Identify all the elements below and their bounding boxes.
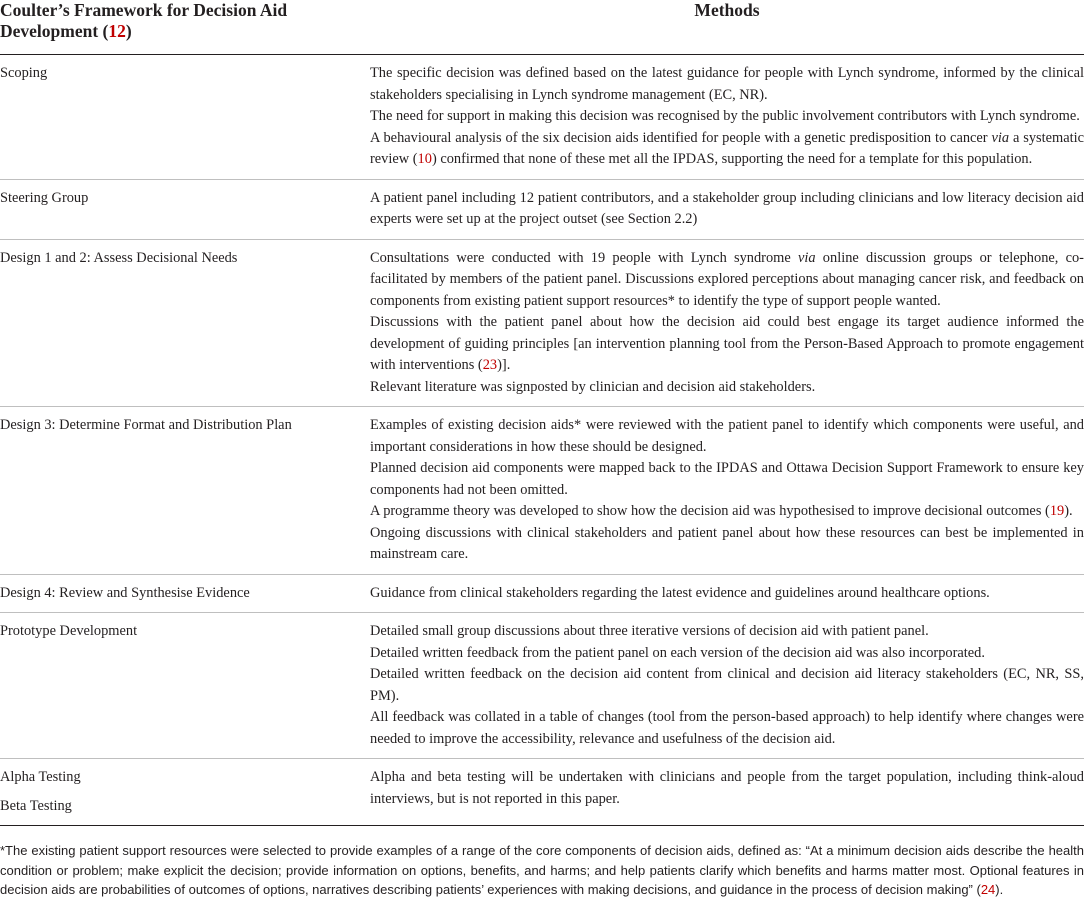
table-row	[0, 574, 1084, 613]
method-text: A programme theory was developed to show how the decision aid was hypothesised to improve decisional outcomes (	[370, 503, 1050, 519]
table-footnote	[0, 841, 1084, 900]
phase-cell	[0, 574, 370, 613]
footnote-close: ).	[995, 882, 1004, 897]
method-statement	[370, 377, 1084, 399]
header-framework-text: Coulter’s Framework for Decision Aid Development (	[0, 0, 288, 41]
method-text: Consultations were conducted with 19 people with Lynch syndrome	[370, 249, 798, 266]
method-statement	[370, 643, 1084, 665]
method-statement	[370, 621, 1084, 643]
table-row	[0, 407, 1084, 575]
phase-label: Beta Testing	[0, 797, 72, 814]
phase-label: Scoping	[0, 65, 48, 81]
phase-cell	[0, 239, 370, 407]
reference-link[interactable]: 24	[980, 882, 996, 897]
method-text: All feedback was collated in a table of changes (tool from the person-based approach) to help identify where changes were needed to improve the accessibility, relevance and usefulness of the decision aid.	[370, 709, 1084, 747]
method-text: Detailed small group discussions about three iterative versions of decision aid with patient panel.	[370, 623, 929, 639]
method-statement	[370, 501, 1084, 523]
method-text: Planned decision aid components were mapped back to the IPDAS and Ottawa Decision Support Framework to ensure key components had not been omitted.	[370, 460, 1084, 498]
phase-label: Steering Group	[0, 189, 89, 206]
method-statement	[370, 707, 1084, 750]
methods-cell	[370, 179, 1084, 239]
method-text: Detailed written feedback from the patient panel on each version of the decision aid was also incorporated.	[370, 644, 985, 661]
table-row	[0, 239, 1084, 407]
footnote-text: *The existing patient support resources were selected to provide examples of a range of the core components of decision aids, defined as: “At a minimum decision aids describe the health condition or problem; make explicit the decision; provide information on options, benefits, and harms; and help patients clarify which benefits and harms matter most. Optional features in decision aids are probabilities of outcomes of options, narratives describing patients’ experiences with making decisions, and guidance in the process of decision making” (	[0, 843, 1084, 897]
methods-cell	[370, 574, 1084, 613]
method-text: Detailed written feedback on the decision aid content from clinical and decision aid literacy stakeholders (EC, NR, SS, PM).	[370, 666, 1084, 704]
method-text: ) confirmed that none of these met all the IPDAS, supporting the need for a template for this population.	[431, 151, 1033, 167]
table-row	[0, 179, 1084, 239]
method-statement	[370, 63, 1084, 106]
method-statement	[370, 128, 1084, 171]
method-statement	[370, 583, 1084, 605]
reference-link[interactable]: 23	[482, 357, 498, 373]
method-text: a systematic review (	[370, 129, 1084, 167]
methods-cell	[370, 239, 1084, 407]
method-statement	[370, 458, 1084, 501]
methods-cell	[370, 55, 1084, 180]
method-statement	[370, 415, 1084, 458]
method-statement	[370, 312, 1084, 377]
method-text: The specific decision was defined based on the latest guidance for people with Lynch syndrome, informed by the clinical stakeholders specialising in Lynch syndrome management (EC, NR).	[370, 65, 1084, 103]
method-text: A behavioural analysis of the six decision aids identified for people with a genetic predisposition to cancer	[370, 129, 992, 146]
method-statement	[370, 248, 1084, 313]
method-text: Examples of existing decision aids* were reviewed with the patient panel to identify which components were useful, and important considerations in how these should be designed.	[370, 417, 1084, 455]
table-body	[0, 55, 1084, 826]
phase-label: Design 1 and 2: Assess Decisional Needs	[0, 249, 238, 266]
method-text: Alpha and beta testing will be undertaken with clinicians and people from the target population, including think-aloud interviews, but is not reported in this paper.	[370, 769, 1084, 807]
phase-cell	[0, 407, 370, 575]
method-statement	[370, 523, 1084, 566]
methods-cell	[370, 759, 1084, 826]
header-framework-close: )	[125, 21, 132, 41]
method-text: )].	[497, 357, 511, 373]
reference-link[interactable]: 19	[1049, 503, 1065, 519]
method-text: online discussion groups or telephone, co-facilitated by members of the patient panel. Discussions explored perceptions about managing cancer risk, and feedback on components from existing patient support resources* to identify the type of support people wanted.	[370, 249, 1084, 309]
phase-label: Prototype Development	[0, 623, 138, 639]
phase-label: Design 4: Review and Synthesise Evidence	[0, 584, 250, 601]
table-row	[0, 613, 1084, 759]
method-text: The need for support in making this decision was recognised by the public involvement contributors with Lynch syndrome.	[370, 108, 1080, 124]
method-text: Ongoing discussions with clinical stakeholders and patient panel about how these resources can best be implemented in mainstream care.	[370, 524, 1084, 562]
phase-label: Alpha Testing	[0, 769, 81, 785]
method-text: Relevant literature was signposted by clinician and decision aid stakeholders.	[370, 378, 816, 395]
table-header-row	[0, 0, 1084, 55]
reference-link[interactable]: 10	[417, 151, 432, 167]
method-statement	[370, 664, 1084, 707]
method-statement	[370, 106, 1084, 128]
phase-cell	[0, 613, 370, 759]
method-text: Guidance from clinical stakeholders regarding the latest evidence and guidelines around healthcare options.	[370, 584, 990, 601]
method-text: A patient panel including 12 patient contributors, and a stakeholder group including clinicians and low literacy decision aid experts were set up at the project outset (see Section 2.2)	[370, 189, 1084, 227]
table-row	[0, 759, 1084, 826]
phase-cell	[0, 55, 370, 180]
phase-cell	[0, 759, 370, 826]
header-methods: Methods	[370, 0, 1084, 55]
method-statement	[370, 188, 1084, 231]
phase-cell	[0, 179, 370, 239]
table-row	[0, 55, 1084, 180]
italic-term: via	[991, 129, 1010, 146]
reference-link[interactable]: 12	[108, 21, 126, 41]
header-framework	[0, 0, 370, 55]
method-statement	[370, 767, 1084, 810]
methods-cell	[370, 613, 1084, 759]
phase-label: Design 3: Determine Format and Distribution Plan	[0, 417, 292, 433]
methods-cell	[370, 407, 1084, 575]
method-text: Discussions with the patient panel about how the decision aid could best engage its target audience informed the development of guiding principles [an intervention planning tool from the Person-Based Approach to promote engagement with interventions (	[370, 314, 1084, 373]
italic-term: via	[797, 249, 816, 266]
method-text: ).	[1064, 503, 1073, 519]
